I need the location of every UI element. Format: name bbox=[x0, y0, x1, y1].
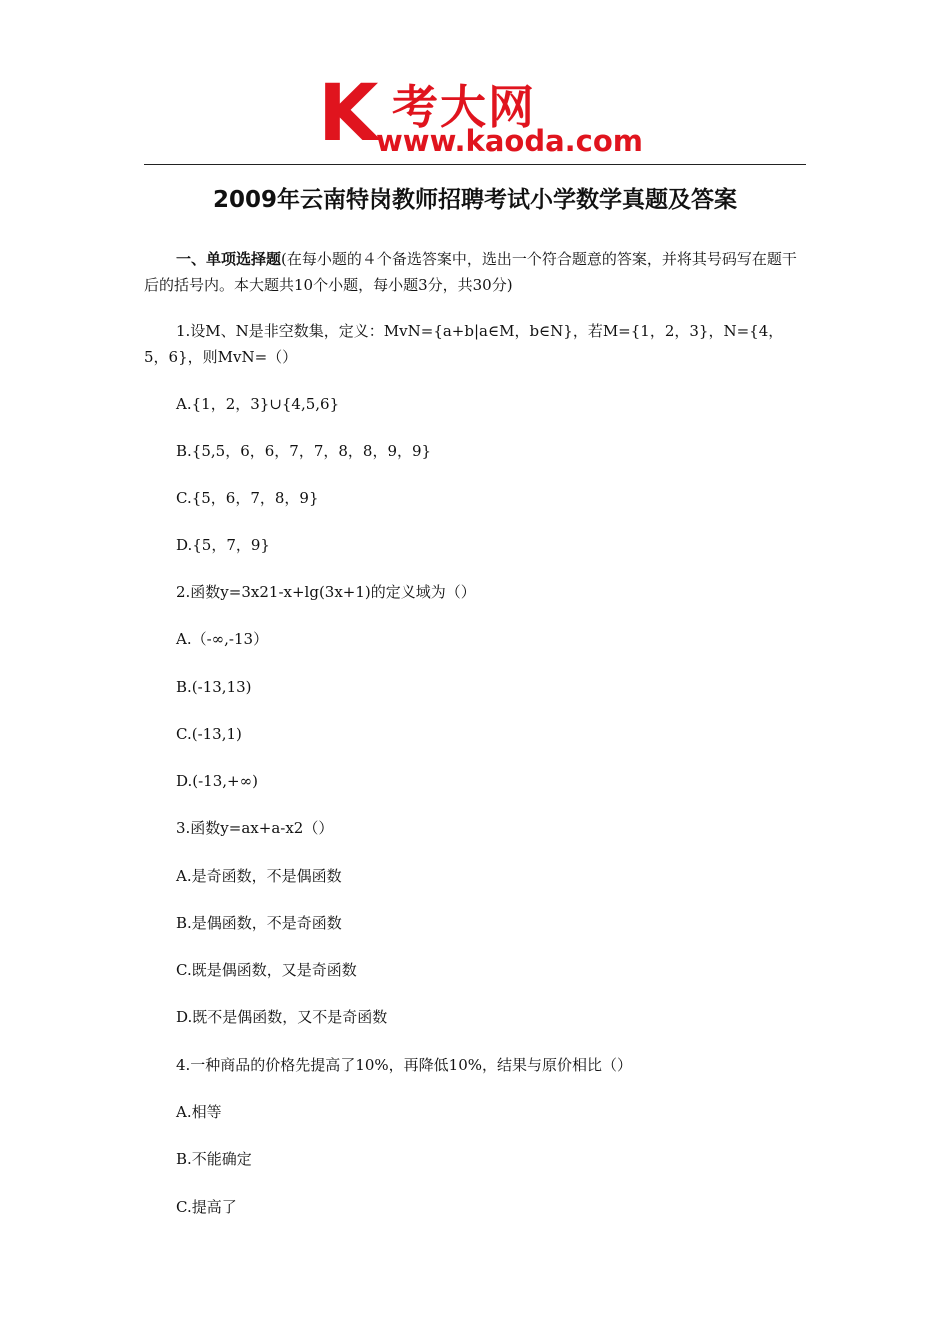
section-instruction: (在每小题的４个备选答案中，选出一个符合题意的答案，并将其号码写在题干后的括号内。本大题共10个小题，每小题3分，共30分) bbox=[144, 250, 797, 294]
question-3-option-d: D.既不是偶函数，又不是奇函数 bbox=[176, 1008, 388, 1026]
question-2-option-a: A.（-∞,-13） bbox=[176, 630, 269, 648]
document-title: 2009年云南特岗教师招聘考试小学数学真题及答案 bbox=[212, 187, 737, 213]
question-1-stem: 1.设M、N是非空数集，定义：MvN={a+b|a∈M，b∈N}，若M={1，2，3}，N={4，5，6}，则MvN=（） bbox=[144, 322, 784, 366]
kaoda-logo bbox=[318, 69, 648, 160]
question-2-option-c: C.(-13,1) bbox=[176, 725, 242, 743]
question-4-option-c: C.提高了 bbox=[176, 1198, 237, 1216]
question-3-stem: 3.函数y=ax+a-x2（） bbox=[176, 819, 334, 837]
question-3-option-a: A.是奇函数，不是偶函数 bbox=[176, 867, 342, 885]
question-1-option-c: C.{5，6，7，8，9} bbox=[176, 489, 319, 507]
header-divider bbox=[144, 164, 806, 165]
question-2-stem: 2.函数y=3x21-x+lg(3x+1)的定义域为（） bbox=[176, 583, 476, 601]
section-heading: 一、单项选择题 bbox=[176, 250, 282, 268]
question-4-option-b: B.不能确定 bbox=[176, 1150, 252, 1168]
logo-url: www.kaoda.com bbox=[376, 124, 643, 158]
question-1-option-a: A.{1，2，3}∪{4,5,6} bbox=[176, 395, 340, 413]
logo-k-mark: K bbox=[318, 69, 375, 159]
question-1-option-b: B.{5,5，6，6，7，7，8，8，9，9} bbox=[176, 442, 432, 460]
question-4-stem: 4.一种商品的价格先提高了10%，再降低10%，结果与原价相比（） bbox=[176, 1056, 632, 1074]
section-intro bbox=[144, 246, 806, 298]
question-3-option-b: B.是偶函数，不是奇函数 bbox=[176, 914, 342, 932]
question-2-option-b: B.(-13,13) bbox=[176, 678, 252, 696]
question-4-option-a: A.相等 bbox=[176, 1103, 222, 1121]
question-2-option-d: D.(-13,+∞) bbox=[176, 772, 258, 790]
question-3-option-c: C.既是偶函数，又是奇函数 bbox=[176, 961, 357, 979]
question-1-option-d: D.{5，7，9} bbox=[176, 536, 270, 554]
logo-chinese-name: 考大网 bbox=[392, 80, 536, 134]
